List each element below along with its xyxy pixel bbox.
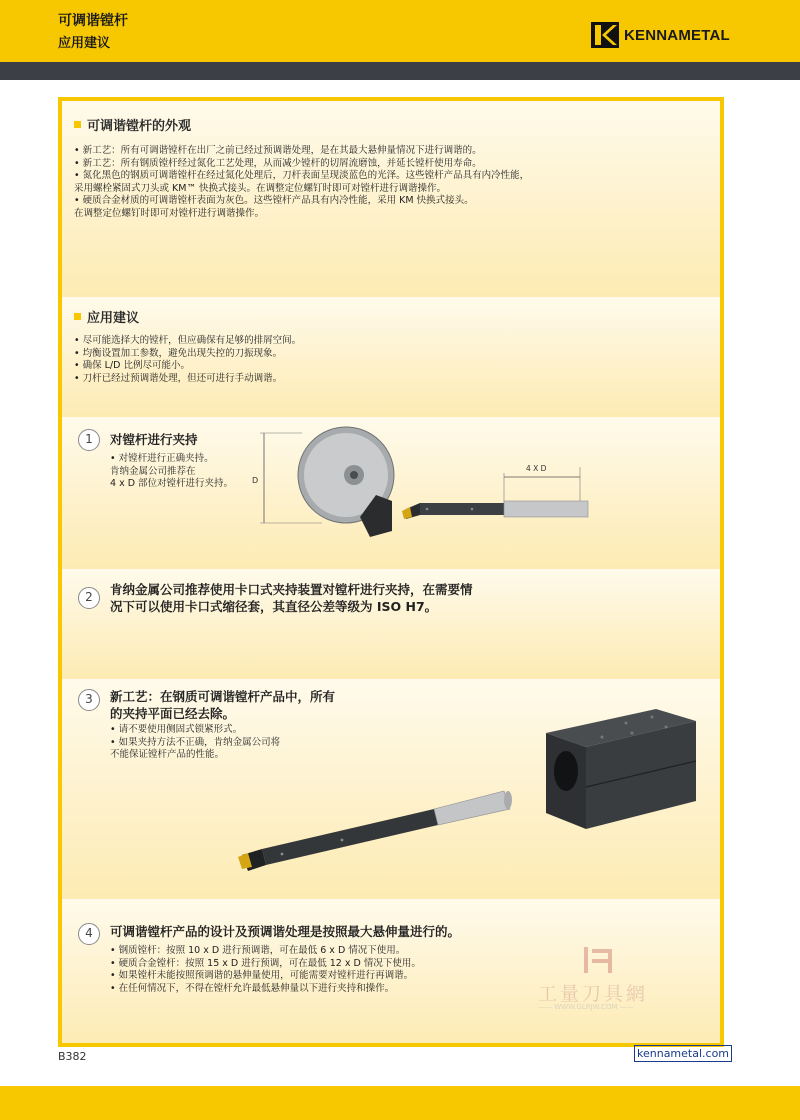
- bar-shank: [262, 809, 438, 865]
- step-2-section: [62, 569, 720, 679]
- list-item: • 在任何情况下，不得在镗杆允许最低悬伸量以下进行夹持和操作。: [110, 982, 395, 994]
- list-item: • 对镗杆进行正确夹持。: [110, 453, 214, 464]
- step-4-list: [110, 945, 421, 995]
- list-item: • 刀杆已经过预调谐处理，但还可进行手动调谐。: [74, 372, 283, 384]
- website-link[interactable]: kennametal.com: [634, 1045, 732, 1062]
- bolt-hole: [665, 726, 668, 729]
- appearance-title: 可调谐镗杆的外观: [74, 115, 191, 134]
- step-1-title: 对镗杆进行夹持: [110, 432, 198, 447]
- step-number-3: 3: [78, 689, 100, 711]
- bar-end: [504, 791, 512, 809]
- list-item: 不能保证镗杆产品的性能。: [110, 749, 225, 760]
- bolt-hole: [601, 736, 604, 739]
- bar-clamping-zone: [504, 501, 588, 517]
- list-item: • 新工艺：所有可调谐镗杆在出厂之前已经过预调谐处理，是在其最大悬伸量情况下进行调谐的。: [74, 145, 482, 156]
- step-2-text: 肯纳金属公司推荐使用卡口式夹持装置对镗杆进行夹持，在需要情 况下可以使用卡口式缩径套，其直径公差等级为 ISO H7。: [110, 582, 473, 614]
- watermark-text: 工量刀具網: [538, 983, 649, 1005]
- clamp-bore: [554, 751, 578, 791]
- bolt-hole: [631, 732, 634, 735]
- list-item: 在调整定位螺钉时即可对镗杆进行调谐操作。: [74, 207, 265, 219]
- step-3-title: 新工艺：在钢质可调谐镗杆产品中，所有 的夹持平面已经去除。: [110, 689, 336, 721]
- appearance-list: [74, 145, 529, 220]
- bolt-hole: [625, 722, 628, 725]
- list-item: • 硬质合金材质的可调谐镗杆表面为灰色。这些镗杆产品具有内冷性能，采用 KM 快换式接头。: [74, 195, 474, 206]
- list-item: • 均衡设置加工参数，避免出现失控的刀振现象。: [74, 347, 283, 359]
- step-number-4: 4: [78, 923, 100, 945]
- footer-bar: [0, 1086, 800, 1120]
- step-1-list: [110, 453, 233, 491]
- page-title: 可调谐镗杆: [58, 13, 128, 29]
- advice-list: [74, 335, 301, 385]
- screw-dot: [471, 508, 474, 511]
- step-3-section: [62, 679, 720, 899]
- bar-shank-dark: [420, 503, 504, 515]
- watermark-logo-icon: [582, 945, 616, 975]
- list-item: • 尽可能选择大的镗杆，但应确保有足够的排屑空间。: [74, 335, 302, 346]
- header-bar: [0, 0, 800, 62]
- list-item: • 如果镗杆未能按照预调谐的悬伸量使用，可能需要对镗杆进行再调谐。: [110, 970, 414, 981]
- list-item: 肯纳金属公司推荐在: [110, 465, 196, 477]
- boring-bar-clamping-illustration: [242, 421, 712, 561]
- step-4-title: 可调谐镗杆产品的设计及预调谐处理是按照最大悬伸量进行的。: [110, 924, 461, 939]
- square-bullet-icon: [74, 313, 81, 320]
- screw-dot: [426, 508, 429, 511]
- list-item: • 硬质合金镗杆：按照 15 x D 进行预调，可在最低 12 x D 情况下使用。: [110, 957, 421, 969]
- page-number: B382: [58, 1050, 87, 1063]
- appearance-section: [62, 101, 720, 297]
- list-item: • 氮化黑色的钢质可调谐镗杆在经过氮化处理后，刀杆表面呈现淡蓝色的光泽。这些镗杆产品具有内冷性能，: [74, 170, 530, 181]
- list-item: • 请不要使用侧固式锁紧形式。: [110, 724, 243, 735]
- list-item: • 确保 L/D 比例尽可能小。: [74, 360, 190, 371]
- watermark: [538, 945, 668, 1015]
- bolt-hole: [651, 716, 654, 719]
- side-lock-clamp-illustration: [222, 699, 712, 889]
- list-item: • 新工艺：所有钢质镗杆经过氮化工艺处理，从而减少镗杆的切屑流磨蚀，并延长镗杆使用寿命。: [74, 157, 482, 169]
- header-divider: [0, 62, 800, 80]
- list-item: • 如果夹持方法不正确，肯纳金属公司将: [110, 736, 281, 748]
- screw-dot: [341, 839, 344, 842]
- list-item: 4 x D 部位对镗杆进行夹持。: [110, 478, 234, 489]
- step-1-section: [62, 417, 720, 569]
- content-panel: [58, 97, 724, 1047]
- k-mark-icon: [591, 22, 619, 48]
- watermark-url: —— WWW.GLRJW.COM ——: [538, 1003, 634, 1011]
- coolant-hole: [350, 471, 358, 479]
- logo-text: KENNAMETAL: [624, 27, 730, 44]
- advice-section: [62, 297, 720, 417]
- dim-4xd-label: 4 X D: [526, 464, 547, 473]
- bar-clamping-zone: [434, 791, 510, 825]
- step-number-1: 1: [78, 429, 100, 451]
- advice-title: 应用建议: [74, 307, 139, 326]
- page-subtitle: 应用建议: [58, 36, 111, 51]
- screw-dot: [281, 853, 284, 856]
- step-number-2: 2: [78, 587, 100, 609]
- dimension-d-label: D: [252, 476, 259, 485]
- list-item: 采用螺栓紧固式刀头或 KM™ 快换式接头。在调整定位螺钉时即可对镗杆进行调谐操作。: [74, 182, 446, 194]
- list-item: • 钢质镗杆：按照 10 x D 进行预调谐，可在最低 6 x D 情况下使用。: [110, 945, 406, 956]
- square-bullet-icon: [74, 121, 81, 128]
